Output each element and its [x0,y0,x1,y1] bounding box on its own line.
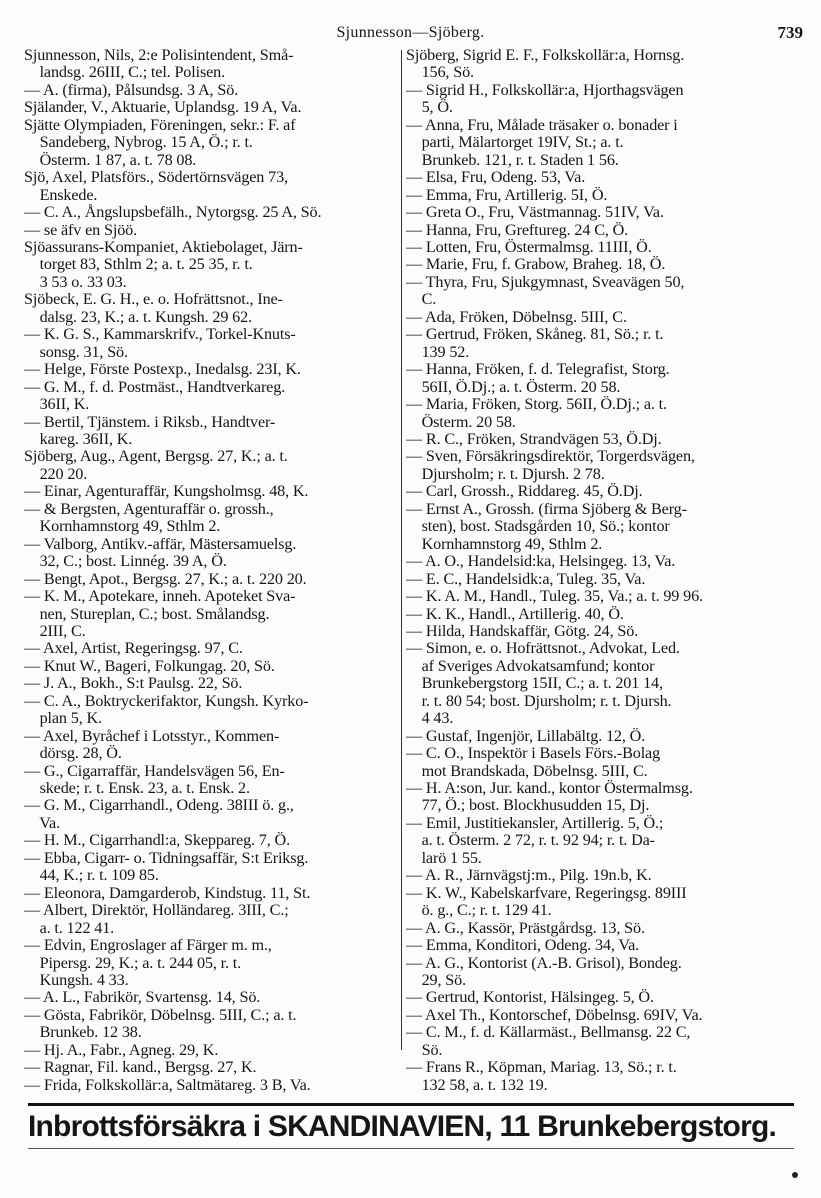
directory-entry-line: 77, Ö.; bost. Blockhusudden 15, Dj. [406,797,650,815]
directory-entry-line: — Valborg, Antikv.-affär, Mästersamuelsg. [24,535,297,553]
directory-entry-line: — Sigrid H., Folkskollär:a, Hjorthagsvägen [406,81,684,99]
directory-entry-line: — R. C., Fröken, Strandvägen 53, Ö.Dj. [406,430,662,448]
directory-entry-line: Sö. [406,1041,443,1059]
directory-entry-line: larö 1 55. [406,849,482,867]
directory-entry-line: landsg. 26III, C.; tel. Polisen. [24,64,225,82]
directory-entry-line: — Gustaf, Ingenjör, Lillabältg. 12, Ö. [406,727,646,745]
directory-entry-line: — A. L., Fabrikör, Svartensg. 14, Sö. [24,989,261,1007]
directory-entry-line: — Anna, Fru, Målade träsaker o. bonader i [406,116,678,134]
directory-entry-line: Brunkeb. 12 38. [24,1024,142,1042]
directory-entry-line: — Hj. A., Fabr., Agneg. 29, K. [24,1041,219,1059]
directory-entry-line: — K. G. S., Kammarskrifv., Torkel-Knuts- [24,326,296,344]
directory-entry-line: Sjöberg, Aug., Agent, Bergsg. 27, K.; a. t. [24,448,288,466]
directory-entry-line: ö. g., C.; r. t. 129 41. [406,902,552,920]
directory-entry-line: 2III, C. [24,622,86,640]
directory-entry-line: — A. G., Kontorist (A.-B. Grisol), Bondeg. [406,954,682,972]
directory-entry-line: — Frida, Folkskollär:a, Saltmätareg. 3 B, Va. [24,1076,311,1094]
directory-entry-line: — Bertil, Tjänstem. i Riksb., Handtver- [24,413,276,431]
directory-entry-line: — K. A. M., Handl., Tuleg. 35, Va.; a. t. 99 96. [406,588,703,606]
directory-entry-line: — H. M., Cigarrhandl:a, Skeppareg. 7, Ö. [24,832,290,850]
page-header-title: Sjunnesson—Sjöberg. [336,24,485,41]
directory-entry-line: — Eleonora, Damgarderob, Kindstug. 11, St. [24,884,311,902]
directory-entry-line: sten), bost. Stadsgården 10, Sö.; kontor [406,518,670,536]
directory-entry-line: — Hanna, Fru, Greftureg. 24 C, Ö. [406,221,629,239]
directory-entry-line: — J. A., Bokh., S:t Paulsg. 22, Sö. [24,675,243,693]
directory-entry-line: — Maria, Fröken, Storg. 56II, Ö.Dj.; a. t. [406,396,667,414]
directory-entry-line: af Sveriges Advokatsamfund; kontor [406,657,655,675]
directory-entry-line: — Knut W., Bageri, Folkungag. 20, Sö. [24,657,275,675]
directory-entry-line: — A. O., Handelsid:ka, Helsingeg. 13, Va. [406,553,676,571]
directory-entry-line: parti, Mälartorget 19IV, St.; a. t. [406,134,624,152]
directory-entry-line: Enskede. [24,186,98,204]
directory-entry-line: — C. A., Boktryckerifaktor, Kungsh. Kyrko- [24,692,309,710]
directory-entry-line: — Ragnar, Fil. kand., Bergsg. 27, K. [24,1059,257,1077]
directory-entry-line: 56II, Ö.Dj.; a. t. Österm. 20 58. [406,378,621,396]
directory-entry-line: mot Brandskada, Döbelnsg. 5III, C. [406,762,648,780]
directory-entry-line: nen, Stureplan, C.; bost. Smålandsg. [24,605,270,623]
directory-entry-line: Kornhamnstorg 49, Sthlm 2. [24,518,221,536]
directory-entry-line: 3 53 o. 33 03. [24,273,127,291]
directory-entry-line: 44, K.; r. t. 109 85. [24,867,159,885]
directory-entry-line: — H. A:son, Jur. kand., kontor Östermalmsg. [406,780,693,798]
directory-entry-line: Österm. 1 87, a. t. 78 08. [24,151,197,169]
directory-entry-line: Sjätte Olympiaden, Föreningen, sekr.: F. af [24,116,296,134]
directory-entry-line: — & Bergsten, Agenturaffär o. grossh., [24,500,274,518]
directory-entry-line: Sandeberg, Nybrog. 15 A, Ö.; r. t. [24,134,253,152]
directory-entry-line: dalsg. 23, K.; a. t. Kungsh. 29 62. [24,308,252,326]
directory-entry-line: — C. M., f. d. Källarmäst., Bellmansg. 22 C, [406,1024,691,1042]
directory-entry-line: — C. O., Inspektör i Basels Förs.-Bolag [406,745,661,763]
directory-entry-line: — Marie, Fru, f. Grabow, Braheg. 18, Ö. [406,256,666,274]
directory-entry-line: 132 58, a. t. 132 19. [406,1076,548,1094]
directory-entry-line: — Axel, Artist, Regeringsg. 97, C. [24,640,243,658]
column-divider [401,50,402,1050]
directory-entry-line: 139 52. [406,343,470,361]
directory-entry-line: — K. M., Apotekare, inneh. Apoteket Sva- [24,588,296,606]
directory-entry-line: — A. R., Järnvägstj:m., Pilg. 19n.b, K. [406,867,652,885]
directory-entry-line: — G. M., Cigarrhandl., Odeng. 38III ö. g., [24,797,294,815]
directory-entry-line: — Frans R., Köpman, Mariag. 13, Sö.; r. t. [406,1059,677,1077]
directory-entry-line: 36II, K. [24,396,90,414]
directory-entry-line: 220 20. [24,465,88,483]
directory-entry-line: sonsg. 31, Sö. [24,343,128,361]
directory-entry-line: Djursholm; r. t. Djursh. 2 78. [406,465,605,483]
directory-entry-line: — G. M., f. d. Postmäst., Handtverkareg. [24,378,286,396]
directory-entry-line: — Edvin, Engroslager af Färger m. m., [24,937,272,955]
directory-entry-line: torget 83, Sthlm 2; a. t. 25 35, r. t. [24,256,253,274]
directory-entry-line: — Thyra, Fru, Sjukgymnast, Sveavägen 50, [406,273,685,291]
directory-entry-line: — Axel, Byråchef i Lotsstyr., Kommen- [24,727,280,745]
directory-entry-line: — Lotten, Fru, Östermalmsg. 11III, Ö. [406,238,652,256]
directory-entry-line: — Ernst A., Grossh. (firma Sjöberg & Berg- [406,500,687,518]
directory-entry-line: 32, C.; bost. Linnég. 39 A, Ö. [24,553,227,571]
directory-entry-line: Sjöbeck, E. G. H., e. o. Hofrättsnot., Ine- [24,291,283,309]
directory-entry-line: — Hanna, Fröken, f. d. Telegrafist, Storg. [406,361,670,379]
directory-entry-line: 4 43. [406,710,454,728]
directory-entry-line: 29, Sö. [406,972,466,990]
directory-entry-line: 156, Sö. [406,64,474,82]
directory-entry-line: — Einar, Agenturaffär, Kungsholmsg. 48, K. [24,483,309,501]
directory-entry-line: — Ada, Fröken, Döbelnsg. 5III, C. [406,308,627,326]
directory-entry-line: — Ebba, Cigarr- o. Tidningsaffär, S:t Eriksg. [24,849,309,867]
directory-entry-line: — Emil, Justitiekansler, Artillerig. 5, Ö.; [406,814,664,832]
directory-entry-line: — Carl, Grossh., Riddareg. 45, Ö.Dj. [406,483,643,501]
directory-entry-line: plan 5, K. [24,710,102,728]
directory-entry-line: — Axel Th., Kontorschef, Döbelnsg. 69IV, Va. [406,1006,703,1024]
page-number: 739 [777,23,803,42]
directory-entry-line: — E. C., Handelsidk:a, Tuleg. 35, Va. [406,570,646,588]
directory-entry-line: a. t. 122 41. [24,919,115,937]
directory-entry-line: Brunkebergstorg 15II, C.; a. t. 201 14, [406,675,663,693]
directory-entry-line: — A. (firma), Pålsundsg. 3 A, Sö. [24,81,239,99]
directory-entry-line: Sjö, Axel, Platsförs., Södertörnsvägen 73, [24,169,288,187]
directory-entry-line: — Emma, Konditori, Odeng. 34, Va. [406,937,640,955]
directory-entry-line: r. t. 80 54; bost. Djursholm; r. t. Djursh. [406,692,672,710]
directory-entry-line: — Emma, Fru, Artillerig. 5I, Ö. [406,186,608,204]
directory-entry-line: — Sven, Försäkringsdirektör, Torgerdsvägen, [406,448,695,466]
print-speck [792,1172,798,1178]
directory-entry-line: — C. A., Ångslupsbefälh., Nytorgsg. 25 A, Sö. [24,204,322,222]
right-column [406,47,789,1094]
directory-entry-line: Sjunnesson, Nils, 2:e Polisintendent, Små- [24,47,294,64]
directory-entry-line: Själander, V., Aktuarie, Uplandsg. 19 A, Va. [24,99,302,117]
directory-entry-line: Österm. 20 58. [406,413,516,431]
directory-entry-line: — K. K., Handl., Artillerig. 40, Ö. [406,605,624,623]
advertisement-banner: Inbrottsförsäkra i SKANDINAVIEN, 11 Brunkebergstorg. [28,1103,794,1149]
directory-entry-line: C. [406,291,437,309]
directory-entry-line: — Gösta, Fabrikör, Döbelnsg. 5III, C.; a. t. [24,1006,297,1024]
directory-entry-line: Va. [24,814,60,832]
directory-entry-line: kareg. 36II, K. [24,430,133,448]
directory-entry-line: — se äfv en Sjöö. [24,221,137,239]
directory-entry-line: — Albert, Direktör, Holländareg. 3III, C.; [24,902,289,920]
directory-entry-line: — Helge, Förste Postexp., Inedalsg. 23I, K. [24,361,301,379]
directory-entry-line: Sjöassurans-Kompaniet, Aktiebolaget, Järn- [24,238,303,256]
directory-entry-line: — Hilda, Handskaffär, Götg. 24, Sö. [406,622,639,640]
directory-entry-line: — Greta O., Fru, Västmannag. 51IV, Va. [406,204,664,222]
directory-entry-line: — G., Cigarraffär, Handelsvägen 56, En- [24,762,285,780]
directory-entry-line: dörsg. 28, Ö. [24,745,122,763]
directory-entry-line: — Bengt, Apot., Bergsg. 27, K.; a. t. 220 20. [24,570,307,588]
directory-entry-line: — A. G., Kassör, Prästgårdsg. 13, Sö. [406,919,645,937]
directory-entry-line: Pipersg. 29, K.; a. t. 244 05, r. t. [24,954,242,972]
directory-entry-line: Kungsh. 4 33. [24,972,129,990]
directory-entry-line: skede; r. t. Ensk. 23, a. t. Ensk. 2. [24,780,250,798]
directory-entry-line: 5, Ö. [406,99,453,117]
directory-entry-line: — Gertrud, Kontorist, Hälsingeg. 5, Ö. [406,989,654,1007]
directory-entry-line: — Simon, e. o. Hofrättsnot., Advokat, Led. [406,640,680,658]
left-column [24,47,399,1094]
directory-entry-line: — K. W., Kabelskarfvare, Regeringsg. 89III [406,884,687,902]
directory-entry-line: Brunkeb. 121, r. t. Staden 1 56. [406,151,619,169]
directory-entry-line: Kornhamnstorg 49, Sthlm 2. [406,535,603,553]
directory-entry-line: — Gertrud, Fröken, Skåneg. 81, Sö.; r. t. [406,326,664,344]
directory-entry-line: a. t. Österm. 2 72, r. t. 92 94; r. t. Da- [406,832,655,850]
directory-entry-line: Sjöberg, Sigrid E. F., Folkskollär:a, Hornsg. [406,47,685,64]
directory-entry-line: — Elsa, Fru, Odeng. 53, Va. [406,169,586,187]
